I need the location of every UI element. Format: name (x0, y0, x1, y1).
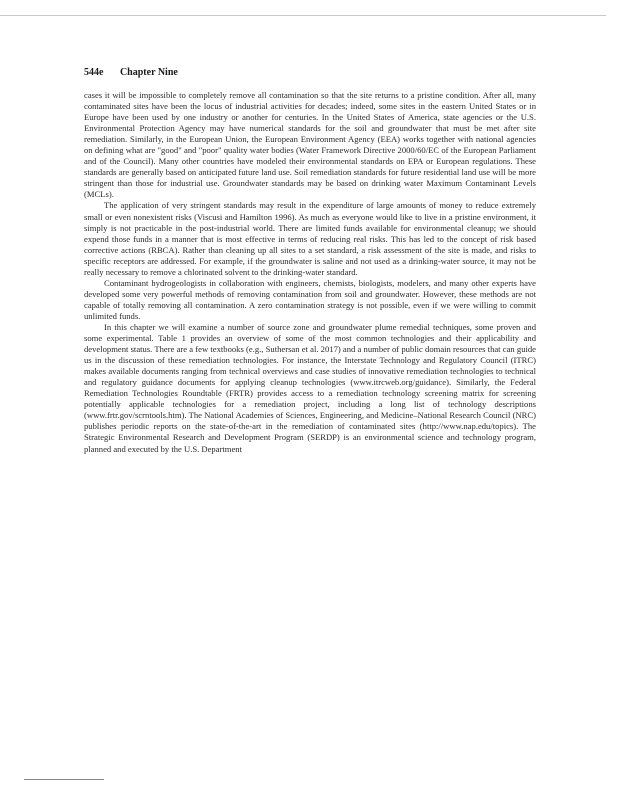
paragraph: In this chapter we will examine a number of source zone and groundwater plume remedial techniques, some proven and some experimental. Table 1 provides an overview of some of the most common technologies and their applicability and development status. There are a few textbooks (e.g., Suthersan et al. 2017) and a number of public domain resources that can guide us in the discussion of these remediation technologies. For instance, the Interstate Technology and Regulatory Council (ITRC) makes available documents ranging from technical overviews and case studies of innovative remediation technologies to technical and regulatory guidance documents for applying cleanup technologies (www.itrcweb.org/guidance). Similarly, the Federal Remediation Technologies Roundtable (FRTR) provides access to a remediation technology screening matrix for screening potentially applicable technologies for a remediation project, including a long list of technology descriptions (www.frtr.gov/scrntools.htm). The National Academies of Sciences, Engineering, and Medicine–National Research Council (NRC) publishes periodic reports on the state-of-the-art in the remediation of contaminated sites (http://www.nap.edu/topics). The Strategic Environmental Research and Development Program (SERDP) is an environmental science and technology program, planned and executed by the U.S. Department (84, 321, 536, 454)
top-divider (0, 15, 606, 16)
paragraph: cases it will be impossible to completely remove all contamination so that the site returns to a pristine condition. After all, many contaminated sites have been the locus of industrial activities for decades; indeed, some sites in the eastern United States or in Europe have been used by one industry or another for centuries. In the United States of America, state agencies or the U.S. Environmental Protection Agency may have numerical standards for the soil and groundwater that must be met after site remediation. Similarly, in the European Union, the European Environment Agency (EEA) works together with national agencies on defining what are "good" and "poor" quality water bodies (Water Framework Directive 2000/60/EC of the European Parliament and of the Council). Many other countries have modeled their environmental standards on EPA or European regulations. These standards are generally based on anticipated future land use. Soil remediation standards for future residential land use will be more stringent than those for industrial use. Groundwater standards may be based on drinking water Maximum Contaminant Levels (MCLs). (84, 90, 536, 200)
body-text (84, 90, 536, 455)
paragraph: The application of very stringent standards may result in the expenditure of large amounts of money to reduce extremely small or even nonexistent risks (Viscusi and Hamilton 1996). As much as everyone would like to live in a pristine environment, it simply is not practicable in the post-industrial world. There are limited funds available for environmental cleanup; we should expend those funds in a manner that is most effective in terms of reducing real risks. This has led to the concept of risk based corrective actions (RBCA). Rather than cleaning up all sites to a set standard, a risk assessment of the site is made, and risks to specific receptors are addressed. For example, if the groundwater is saline and not used as a drinking-water source, it may not be really necessary to remove a chlorinated solvent to the drinking-water standard. (84, 200, 536, 277)
paragraph: Contaminant hydrogeologists in collaboration with engineers, chemists, biologists, modelers, and many other experts have developed some very powerful methods of removing contamination from soil and groundwater. However, these methods are not capable of totally removing all contamination. A zero contamination strategy is not possible, even if we were willing to commit unlimited funds. (84, 277, 536, 321)
page-number: 544e (84, 67, 104, 78)
chapter-title: Chapter Nine (119, 67, 178, 78)
footer-divider (24, 779, 104, 780)
running-header (84, 67, 178, 78)
